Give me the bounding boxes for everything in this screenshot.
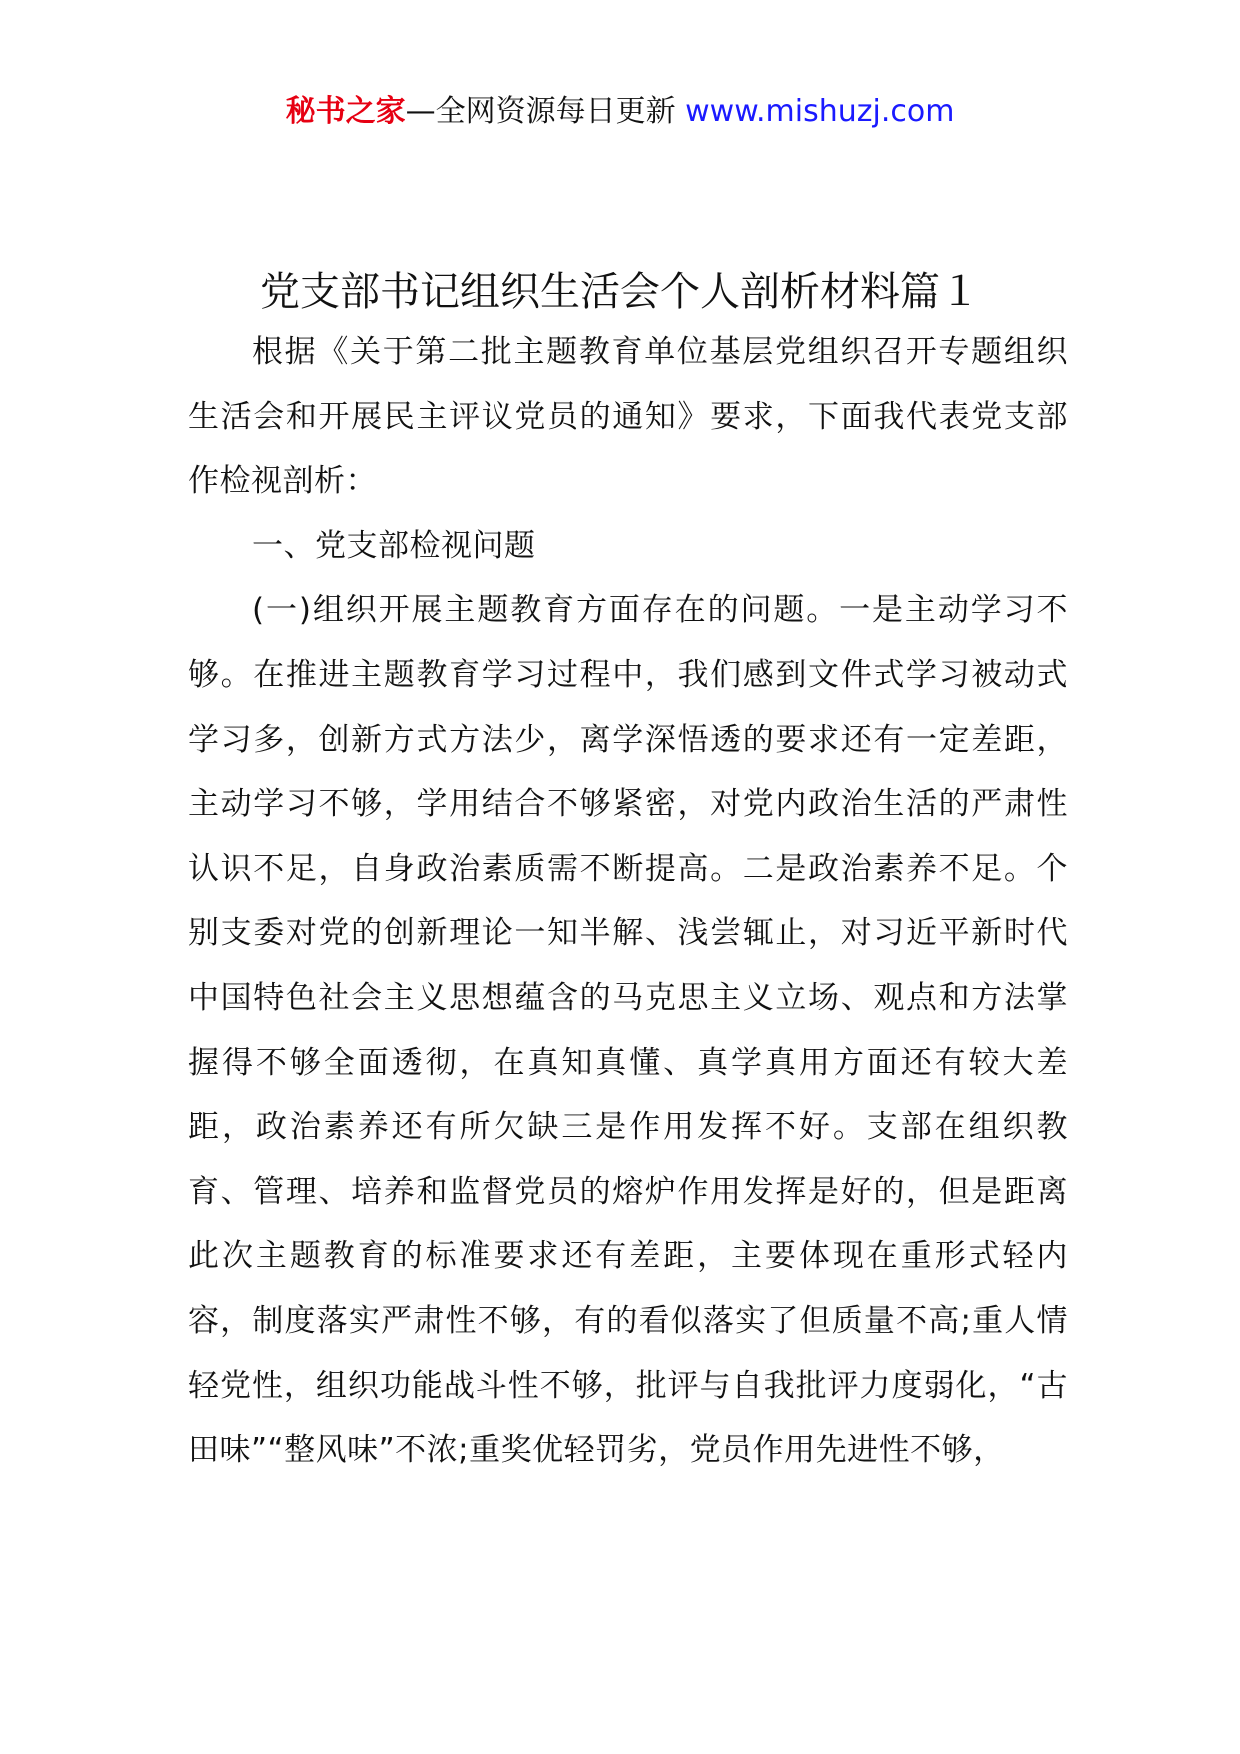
site-tagline: —全网资源每日更新 [405,94,676,129]
document-body [188,320,1068,1483]
site-url-link[interactable]: www.mishuzj.com [685,94,955,129]
document-title: 党支部书记组织生活会个人剖析材料篇１ [260,269,980,315]
site-header [0,92,1240,132]
intro-paragraph: 根据《关于第二批主题教育单位基层党组织召开专题组织生活会和开展民主评议党员的通知》要求，下面我代表党支部作检视剖析： [188,334,1068,500]
section-heading: 一、党支部检视问题 [252,527,536,564]
body-paragraph: (一)组织开展主题教育方面存在的问题。一是主动学习不够。在推进主题教育学习过程中，我们感到文件式学习被动式学习多，创新方式方法少，离学深悟透的要求还有一定差距，主动学习不够，学用结合不够紧密，对党内政治生活的严肃性认识不足，自身政治素质需不断提高。二是政治素养不足。个别支委对党的创新理论一知半解、浅尝辄止，对习近平新时代中国特色社会主义思想蕴含的马克思主义立场、观点和方法掌握得不够全面透彻，在真知真懂、真学真用方面还有较大差距，政治素养还有所欠缺三是作用发挥不好。支部在组织教育、管理、培养和监督党员的熔炉作用发挥是好的，但是距离此次主题教育的标准要求还有差距，主要体现在重形式轻内容，制度落实严肃性不够，有的看似落实了但质量不高;重人情轻党性，组织功能战斗性不够，批评与自我批评力度弱化，“古田味”“整风味”不浓;重奖优轻罚劣，党员作用先进性不够， [188,592,1068,1469]
site-brand: 秘书之家 [285,94,406,129]
